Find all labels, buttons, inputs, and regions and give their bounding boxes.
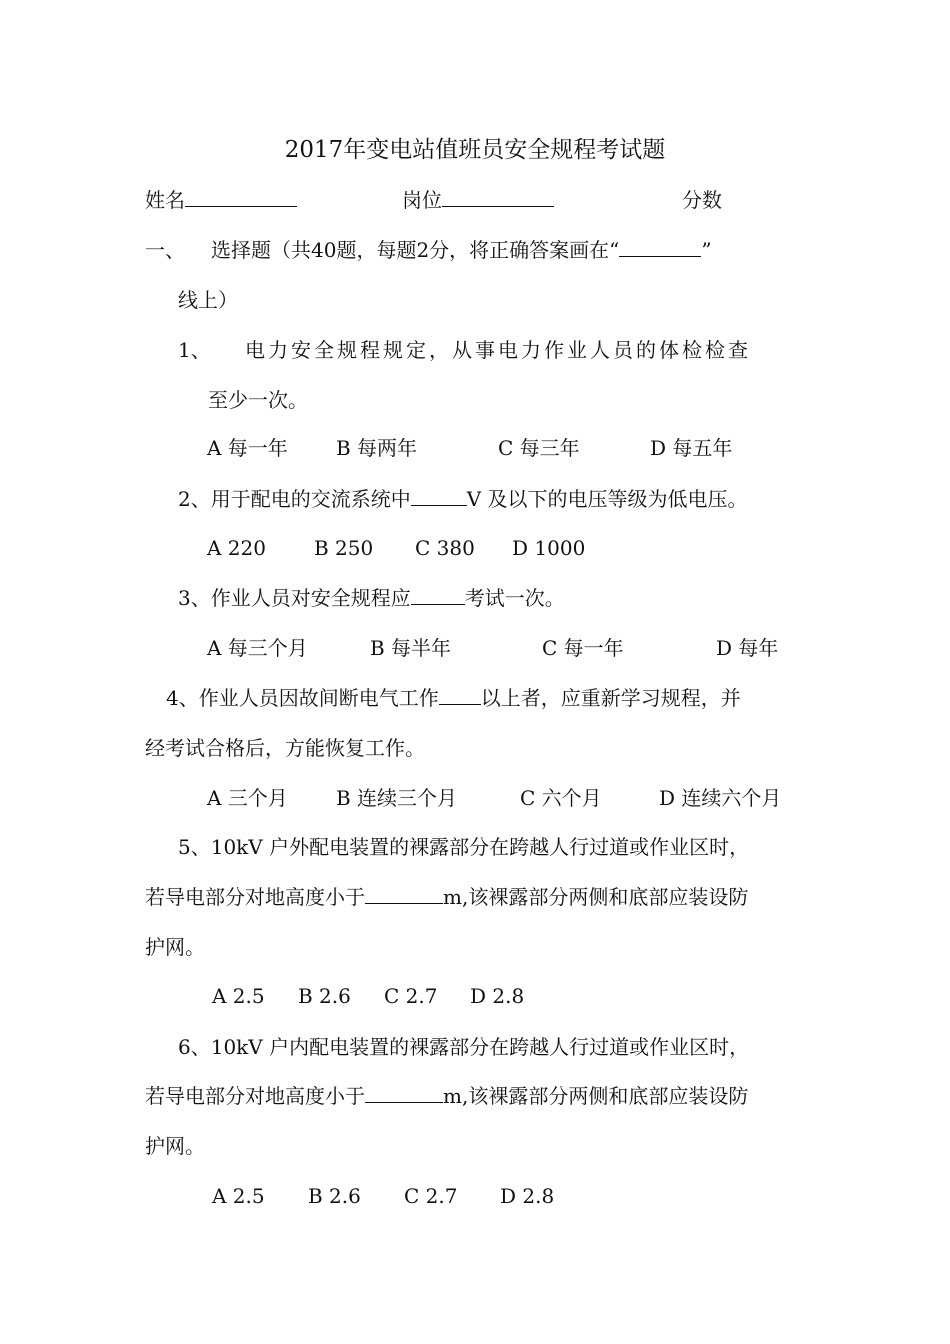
score-label: 分数 <box>682 188 722 212</box>
q4-text-b: 以上者，应重新学习规程，并 <box>480 686 741 710</box>
q4-option-d: D 连续六个月 <box>659 786 782 810</box>
q2-blank <box>411 487 467 506</box>
q5-option-b: B 2.6 <box>298 984 351 1008</box>
name-field <box>145 186 297 214</box>
q3-option-a: A 每三个月 <box>207 636 308 660</box>
q1-option-c: C 每三年 <box>498 436 580 460</box>
q1-text-cont: 至少一次。 <box>208 388 308 412</box>
q5-text-cont <box>145 883 748 911</box>
q5-text-b: m,该裸露部分两侧和底部应装设防 <box>443 885 749 909</box>
q3-text-b: 考试一次。 <box>464 586 565 610</box>
q5-text: 5、10kV 户外配电装置的裸露部分在跨越人行过道或作业区时， <box>178 835 750 859</box>
q2-option-c: C 380 <box>415 536 475 560</box>
q6-option-a: A 2.5 <box>212 1184 265 1208</box>
section-number: 一、 <box>145 238 185 262</box>
q6-option-d: D 2.8 <box>500 1184 555 1208</box>
section-text-c: 线上） <box>178 288 238 312</box>
q6-blank <box>365 1084 443 1103</box>
q1-number: 1、 <box>178 338 211 362</box>
q1-text: 电力安全规程规定，从事电力作业人员的体检检查 <box>245 338 751 362</box>
q2-text-a: 2、用于配电的交流系统中 <box>178 487 411 511</box>
q6-option-b: B 2.6 <box>308 1184 361 1208</box>
q2-text-b: V 及以下的电压等级为低电压。 <box>466 487 748 511</box>
q4-blank <box>439 686 481 705</box>
q3-text-a: 3、作业人员对安全规程应 <box>178 586 411 610</box>
q3-text <box>178 584 565 612</box>
q2-option-d: D 1000 <box>512 536 586 560</box>
q3-option-c: C 每一年 <box>542 636 624 660</box>
section-text-a: 选择题（共40题，每题2分，将正确答案画在“ <box>211 238 620 262</box>
q6-option-c: C 2.7 <box>404 1184 458 1208</box>
q1-option-a: A 每一年 <box>207 436 288 460</box>
q6-text: 6、10kV 户内配电装置的裸露部分在跨越人行过道或作业区时， <box>178 1035 750 1059</box>
page-title: 2017年变电站值班员安全规程考试题 <box>284 137 666 163</box>
q5-text-a: 若导电部分对地高度小于 <box>145 885 365 909</box>
q2-text <box>178 485 748 513</box>
q4-option-c: C 六个月 <box>520 786 602 810</box>
q3-option-b: B 每半年 <box>370 636 452 660</box>
q5-option-a: A 2.5 <box>212 984 265 1008</box>
name-label: 姓名 <box>145 188 185 212</box>
q2-option-b: B 250 <box>314 536 374 560</box>
name-blank <box>185 188 297 207</box>
section-blank <box>619 238 701 257</box>
q5-blank <box>365 885 443 904</box>
q5-text-end: 护网。 <box>145 935 205 959</box>
q4-text-a: 4、作业人员因故间断电气工作 <box>166 686 439 710</box>
q5-option-c: C 2.7 <box>384 984 438 1008</box>
q3-option-d: D 每年 <box>716 636 779 660</box>
q1-option-b: B 每两年 <box>336 436 418 460</box>
q6-text-cont <box>145 1082 748 1110</box>
post-field <box>402 186 554 214</box>
q4-text-cont: 经考试合格后，方能恢复工作。 <box>145 736 425 760</box>
section-heading <box>211 236 712 264</box>
q6-text-b: m,该裸露部分两侧和底部应装设防 <box>443 1084 749 1108</box>
q6-text-a: 若导电部分对地高度小于 <box>145 1084 365 1108</box>
post-label: 岗位 <box>402 188 442 212</box>
q6-text-end: 护网。 <box>145 1134 205 1158</box>
post-blank <box>442 188 554 207</box>
q5-option-d: D 2.8 <box>470 984 525 1008</box>
q2-option-a: A 220 <box>207 536 266 560</box>
q1-option-d: D 每五年 <box>650 436 733 460</box>
q4-text <box>166 684 741 712</box>
section-text-b: ” <box>701 238 712 262</box>
q3-blank <box>411 586 465 605</box>
q4-option-a: A 三个月 <box>207 786 288 810</box>
q4-option-b: B 连续三个月 <box>336 786 458 810</box>
